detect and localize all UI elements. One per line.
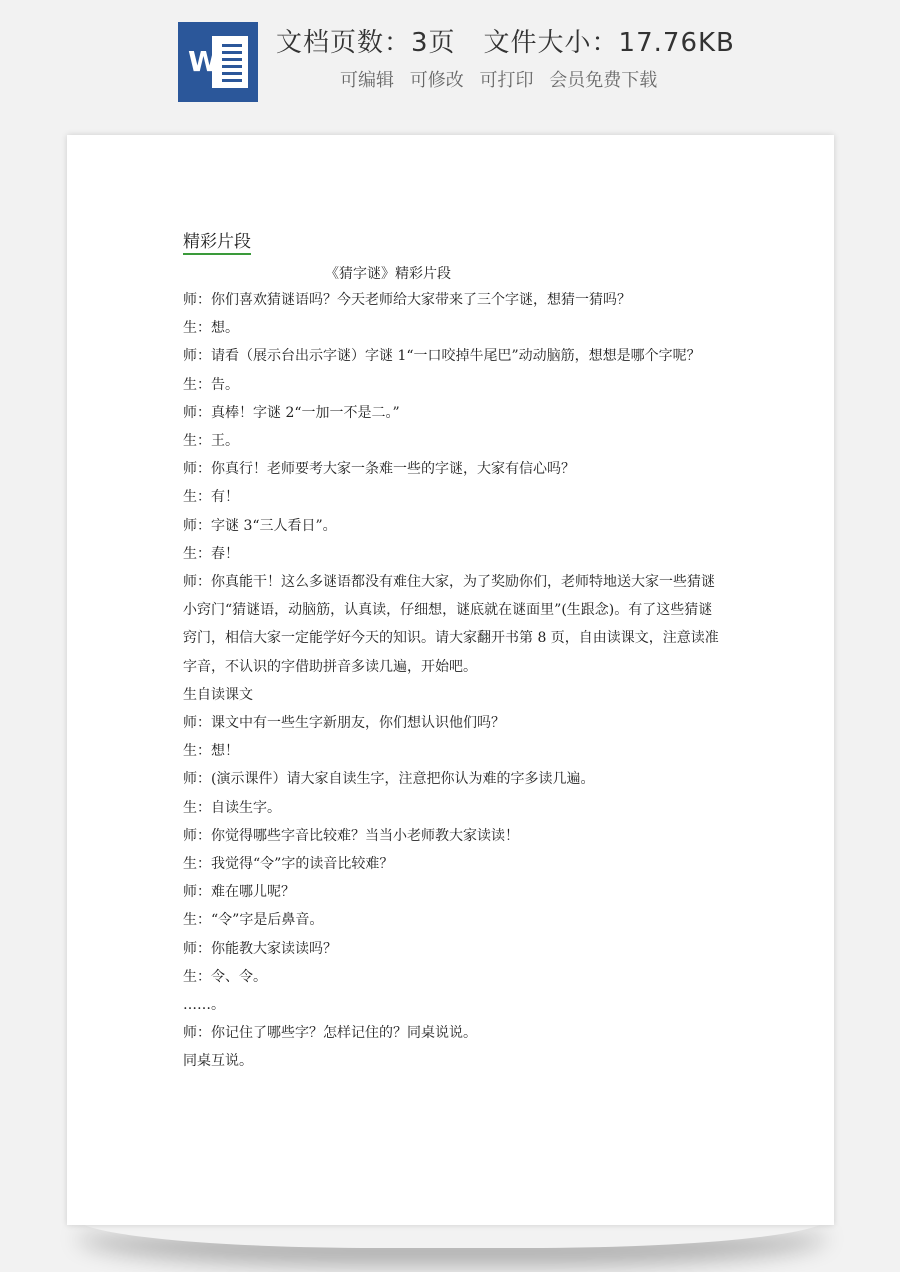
document-subtitle: 《猜字谜》精彩片段 [325,266,451,282]
document-paragraph: 师：你真能干！这么多谜语都没有难住大家，为了奖励你们，老师特地送大家一些猜谜小窍门“猜谜语，动脑筋，认真读，仔细想，谜底就在谜面里”(生跟念)。有了这些猜谜窍门，相信大家一定能学好今天的知识。请大家翻开书第 8 页，自由读课文，注意读准字音，不认识的字借助拼音多读几遍，开始吧。 [183,574,719,675]
document-paragraph: 师：你觉得哪些字音比较难？当当小老师教大家读读！ [183,827,519,844]
document-paragraph: 生：想。 [183,320,239,337]
document-paragraph: 生：春！ [183,545,239,562]
document-paragraph: 师：难在哪儿呢？ [183,884,295,901]
file-info-title [276,22,735,59]
feature-list [340,66,667,92]
document-paragraph: 师：你能教大家读读吗？ [183,940,337,957]
document-paragraph: 生：令、令。 [183,968,267,985]
document-paragraph: 生：“令”字是后鼻音。 [183,912,324,929]
file-size-label: 文件大小：17.76KB [483,28,735,58]
word-w-letter: W [188,45,219,78]
document-paragraph: 师：你们喜欢猜谜语吗？今天老师给大家带来了三个字谜，想猜一猜吗？ [183,292,631,308]
feature-modifiable: 可修改 [409,70,464,91]
document-paragraph: 生：自读生字。 [183,799,281,816]
word-document-icon [178,22,258,102]
document-paragraph: 生自读课文 [183,686,253,703]
document-paragraph: 师：请看（展示台出示字谜）字谜 1“一口咬掉牛尾巴”动动脑筋，想想是哪个字呢？ [183,348,701,365]
document-paragraph: 师：(演示课件）请大家自读生字，注意把你认为难的字多读几遍。 [183,771,595,788]
feature-editable: 可编辑 [340,70,394,91]
page-count-label: 文档页数：3页 [276,28,456,58]
document-paragraph: 师：你记住了哪些字？怎样记住的？同桌说说。 [183,1025,477,1042]
document-paragraph: 生：王。 [183,433,239,450]
document-paragraph: 生：有！ [183,489,239,506]
document-paragraph: 师：真棒！字谜 2“一加一不是二。” [183,404,400,421]
document-paragraph: 生：想！ [183,743,239,760]
download-header [0,0,900,118]
feature-member-download: 会员免费下载 [549,70,658,91]
feature-printable: 可打印 [479,70,534,91]
document-paragraph: 同桌互说。 [183,1053,253,1070]
document-heading: 精彩片段 [183,231,251,255]
document-paragraph: ……。 [183,997,225,1014]
document-page [67,135,834,1225]
document-paragraph: 生：告。 [183,376,239,393]
document-paragraph: 师：你真行！老师要考大家一条难一些的字谜，大家有信心吗？ [183,461,575,478]
document-paragraph: 生：我觉得“令”字的读音比较难？ [183,856,394,873]
document-body [183,286,723,1076]
document-paragraph: 师：课文中有一些生字新朋友，你们想认识他们吗？ [183,715,505,732]
document-paragraph: 师：字谜 3“三人看日”。 [183,517,337,534]
